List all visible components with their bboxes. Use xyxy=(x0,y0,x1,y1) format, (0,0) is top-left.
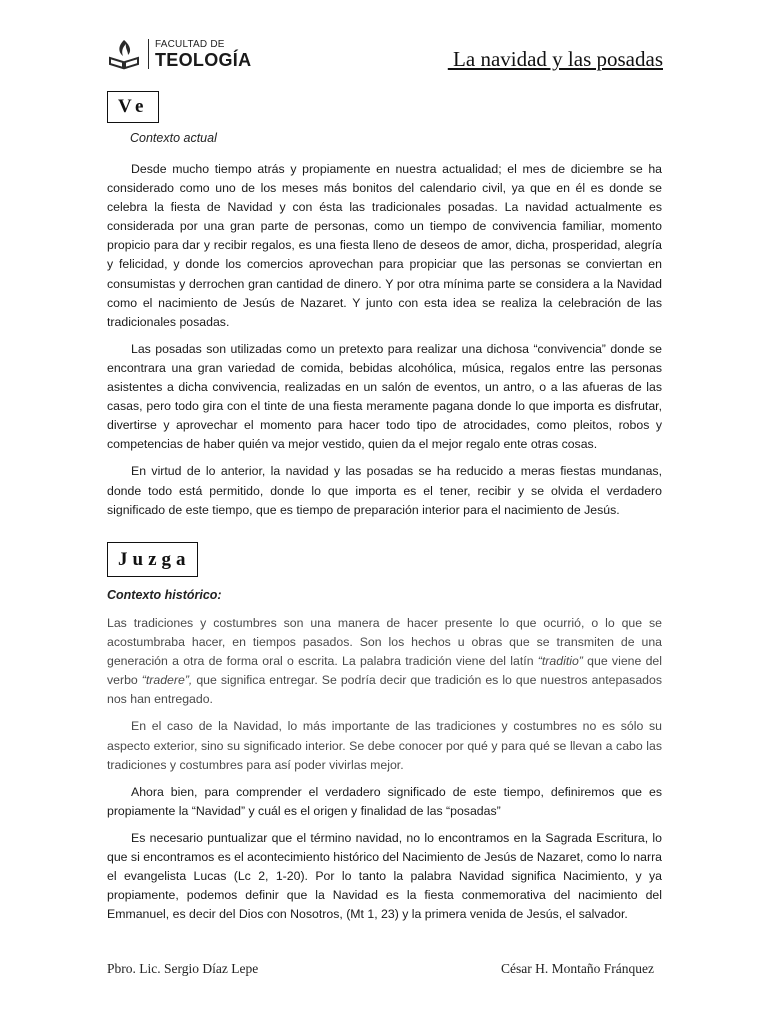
faculty-logo xyxy=(106,36,251,72)
ve-paragraph-2: Las posadas son utilizadas como un pretexto para realizar una dichosa “convivencia” donde se encontrara una gran variedad de comida, bebidas alcohólica, música, regalos entre las personas asistentes a dicha convivencia, realizadas en un salón de eventos, un antro, o a las afueras de las casas, pero todo gira con el tinte de una fiesta meramente pagana donde lo que importa es disfrutar, divertirse y aprovechar el momento para hacer todo tipo de atrocidades, como pleitos, robos y competencias de haber quién va mejor vestido, quien da el mejor regalo ente otras cosas. xyxy=(107,341,662,452)
juzga-p1-part-b: que viene del verbo xyxy=(107,654,662,688)
juzga-subheading: Contexto histórico: xyxy=(107,588,222,602)
logo-divider xyxy=(148,39,149,69)
logo-line2: TEOLOGÍA xyxy=(155,49,252,70)
juzga-p1-part-c: que significa entregar. Se podría decir que tradición es lo que nuestros antepasados nos han entregado. xyxy=(107,673,662,707)
juzga-p1-part-a: Las tradiciones y costumbres son una manera de hacer presente lo que ocurrió, o lo que se acostumbraba hacer, en tiempos pasados. Son los hechos u obras que se transmiten de una generación a otra de forma oral o escrita. La palabra tradición viene del latín xyxy=(107,616,662,669)
section-ve-box xyxy=(107,91,159,123)
faculty-logo-icon xyxy=(106,36,142,72)
section-ve-label: Ve xyxy=(118,96,149,117)
logo-line1: FACULTAD DE xyxy=(155,38,225,50)
section-juzga-label: Juzga xyxy=(118,548,191,570)
term-traditio: “traditio” xyxy=(537,654,583,669)
juzga-paragraph-3: Ahora bien, para comprender el verdadero significado de este tiempo, definiremos que es propiamente la “Navidad” y cuál es el origen y finalidad de las “posadas” xyxy=(107,784,662,818)
juzga-body xyxy=(107,614,662,932)
ve-paragraph-3: En virtud de lo anterior, la navidad y las posadas se ha reducido a meras fiestas mundanas, donde todo está permitido, donde lo que importa es el tener, recibir y se olvida el verdadero significado de este tiempo, que es tiempo de preparación interior para el nacimiento de Jesús. xyxy=(107,464,662,517)
ve-subheading: Contexto actual xyxy=(130,131,217,145)
logo-text xyxy=(155,40,251,69)
document-title: La navidad y las posadas xyxy=(447,47,663,71)
juzga-paragraph-1 xyxy=(107,614,662,709)
footer-author-left: Pbro. Lic. Sergio Díaz Lepe xyxy=(107,961,259,976)
term-tradere: “tradere”, xyxy=(141,673,193,688)
juzga-paragraph-2: En el caso de la Navidad, lo más importante de las tradiciones y costumbres no es sólo su aspecto exterior, sino su significado interior. Se debe conocer por qué y para qué se llevan a cabo las tradiciones y costumbres para así poder vivirlas mejor. xyxy=(107,719,662,772)
juzga-paragraph-4: Es necesario puntualizar que el término navidad, no lo encontramos en la Sagrada Escritura, lo que si encontramos es el acontecimiento histórico del Nacimiento de Jesús de Nazaret, como lo narra el evangelista Lucas (Lc 2, 1-20). Por lo tanto la palabra Navidad significa Nacimiento, y ya propiamente, podemos definir que la Navidad es la fiesta conmemorativa del nacimiento del Emmanuel, es decir del Dios con Nosotros, (Mt 1, 23) y la primera venida de Jesús, el salvador. xyxy=(107,830,663,922)
ve-body xyxy=(107,160,662,528)
ve-paragraph-1: Desde mucho tiempo atrás y propiamente en nuestra actualidad; el mes de diciembre se ha considerado como uno de los meses más bonitos del calendario civil, ya que en él es donde se celebra la fiesta de Navidad y con ésta las tradicionales posadas. La navidad actualmente es considerada por una gran parte de personas, como un tiempo de convivencia familiar, momento propicio para dar y recibir regalos, es una fiesta lleno de deseos de amor, dicha, prosperidad, alegría y felicidad, y donde los comercios aprovechan para propiciar que las personas se conviertan en consumistas y derrochen gran cantidad de dinero. Y por otra mínima parte se considera a la Navidad como el nacimiento de Jesús de Nazaret. Y junto con esta idea se realiza la celebración de las tradicionales posadas. xyxy=(107,162,662,329)
footer-author-right: César H. Montaño Fránquez xyxy=(501,961,654,976)
section-juzga-box xyxy=(107,542,198,577)
